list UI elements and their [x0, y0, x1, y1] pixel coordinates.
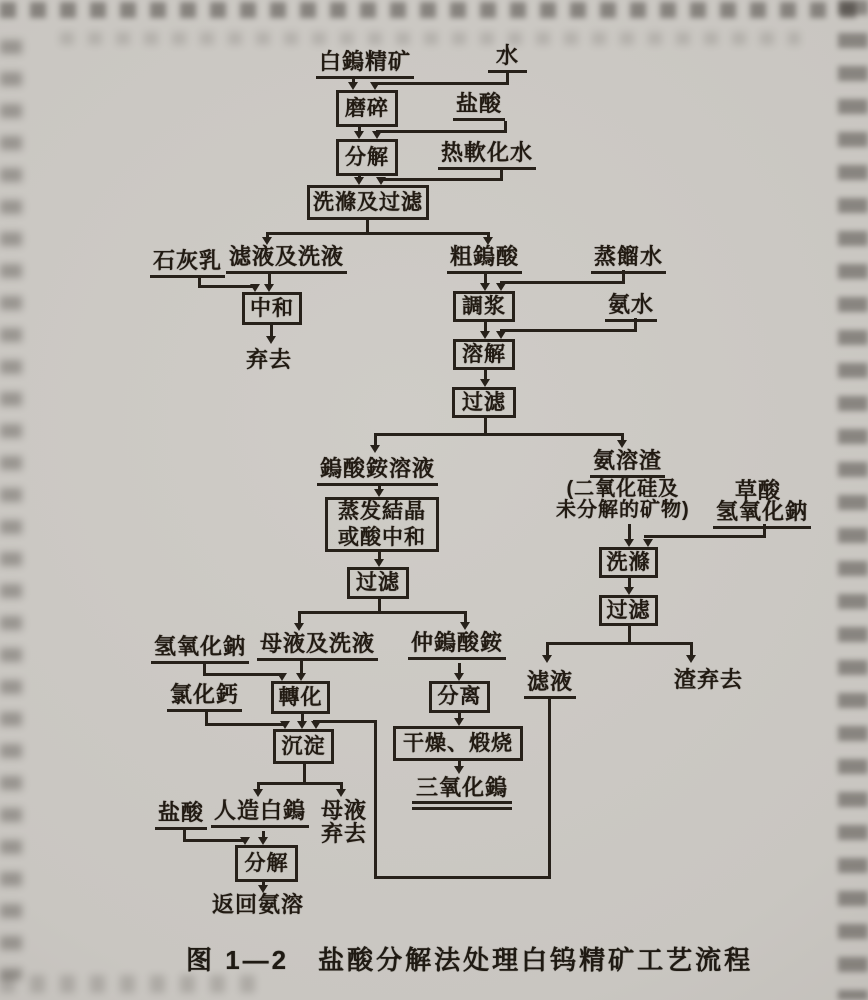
- flow-line-vertical: [203, 663, 206, 673]
- flow-arrow-down: [240, 837, 250, 845]
- label-residue-composition-line1: (二氧化硅及: [566, 478, 680, 500]
- flow-line-horizontal: [644, 535, 766, 538]
- label-mother-liquor-and-washings: 母液及洗液: [257, 632, 378, 661]
- label-distilled-water: 蒸餾水: [591, 245, 666, 274]
- label-filtrate-2: 滤液: [524, 670, 576, 699]
- step-slurrying: 調浆: [453, 291, 515, 322]
- label-sodium-hydroxide-2: 氢氧化鈉: [713, 500, 811, 529]
- flow-line-horizontal: [376, 130, 507, 133]
- bleed-through-top: [0, 2, 868, 18]
- label-hot-softened-water: 热軟化水: [438, 141, 536, 170]
- label-hydrochloric-acid-bottom: 盐酸: [155, 801, 207, 830]
- label-discard: 弃去: [246, 347, 293, 372]
- flow-arrow-down: [483, 237, 493, 245]
- flow-arrow-down: [258, 885, 268, 893]
- flow-arrow-down: [258, 837, 268, 845]
- flow-arrow-down: [496, 283, 506, 291]
- step-separation: 分离: [429, 681, 490, 713]
- flow-line-horizontal: [298, 611, 467, 614]
- label-lime-milk: 石灰乳: [150, 249, 225, 278]
- flow-arrow-down: [277, 673, 287, 681]
- flow-line-vertical: [484, 417, 487, 433]
- flow-line-vertical: [622, 270, 625, 281]
- bleed-through-left: [0, 40, 22, 980]
- flow-arrow-down: [250, 284, 260, 292]
- flow-arrow-down: [372, 131, 382, 139]
- label-mother-liquor-discard-line1: 母液: [321, 798, 368, 823]
- flow-line-vertical: [628, 626, 631, 642]
- flow-arrow-down: [370, 82, 380, 90]
- step-decomposition-2: 分解: [235, 845, 298, 882]
- label-ammonium-paratungstate: 仲鎢酸銨: [408, 631, 506, 660]
- flow-arrow-down: [253, 789, 263, 797]
- flow-arrow-down: [311, 721, 321, 729]
- flow-arrow-down: [264, 284, 274, 292]
- flow-line-vertical: [548, 698, 551, 879]
- flow-arrow-down: [454, 718, 464, 726]
- label-ammonia-leach-residue: 氨溶渣: [590, 449, 665, 478]
- label-oxalic-acid: 草酸: [735, 478, 782, 503]
- flow-arrow-down: [354, 177, 364, 185]
- step-filtration-1: 过滤: [452, 387, 516, 418]
- flow-arrow-down: [686, 655, 696, 663]
- flow-line-vertical: [303, 763, 306, 782]
- flow-arrow-down: [374, 559, 384, 567]
- flow-line-vertical: [763, 524, 766, 535]
- flow-line-horizontal: [203, 673, 282, 676]
- flow-arrow-down: [617, 440, 627, 448]
- flow-line-vertical: [205, 710, 208, 723]
- flow-arrow-down: [297, 721, 307, 729]
- flow-line-horizontal: [198, 285, 256, 288]
- flow-arrow-down: [336, 789, 346, 797]
- step-conversion: 轉化: [271, 681, 330, 714]
- flow-line-vertical: [500, 168, 503, 178]
- flow-line-vertical: [378, 598, 381, 611]
- bleed-through-bottom: [0, 975, 260, 993]
- step-decomposition: 分解: [336, 139, 398, 176]
- label-filtrate-and-washings: 滤液及洗液: [226, 245, 347, 274]
- flow-arrow-down: [370, 445, 380, 453]
- bleed-through-right: [838, 0, 868, 1000]
- step-filtration-3: 过滤: [599, 595, 658, 626]
- label-return-to-ammonia-leach: 返回氨溶: [212, 892, 305, 917]
- flow-line-horizontal: [374, 82, 509, 85]
- flow-line-horizontal: [546, 642, 693, 645]
- label-residue-composition: [556, 479, 690, 521]
- label-mother-liquor-discard-line2: 弃去: [321, 821, 368, 847]
- bleed-through-top-2: [60, 32, 800, 45]
- flow-arrow-down: [643, 539, 653, 547]
- label-ammonium-tungstate-solution: 鎢酸銨溶液: [317, 457, 438, 486]
- step-filtration-2: 过滤: [347, 567, 409, 599]
- flow-line-vertical: [634, 318, 637, 329]
- flow-line-horizontal: [374, 433, 624, 436]
- flow-line-horizontal: [257, 782, 343, 785]
- step-dissolution: 溶解: [453, 339, 515, 370]
- flow-arrow-down: [624, 539, 634, 547]
- flow-arrow-down: [354, 131, 364, 139]
- label-tungsten-trioxide: 三氧化鎢: [412, 776, 512, 810]
- figure-caption: 图 1—2 盐酸分解法处理白钨精矿工艺流程: [186, 945, 754, 975]
- step-grinding: 磨碎: [336, 90, 398, 127]
- flow-line-horizontal: [266, 232, 487, 235]
- label-crude-tungstic-acid: 粗鎢酸: [447, 245, 522, 274]
- flow-arrow-down: [374, 489, 384, 497]
- flow-arrow-down: [480, 331, 490, 339]
- flow-line-horizontal: [380, 178, 503, 181]
- flow-arrow-down: [376, 177, 386, 185]
- label-artificial-scheelite: 人造白鎢: [211, 799, 309, 828]
- flow-arrow-down: [496, 331, 506, 339]
- flow-arrow-down: [348, 82, 358, 90]
- flow-arrow-down: [480, 379, 490, 387]
- flow-line-vertical: [374, 720, 377, 879]
- label-residue-composition-line2: 未分解的矿物): [556, 499, 690, 521]
- label-scheelite-concentrate: 白鎢精矿: [316, 50, 414, 79]
- flow-arrow-down: [454, 673, 464, 681]
- flow-arrow-down: [266, 336, 276, 344]
- flow-line-horizontal: [500, 281, 625, 284]
- label-ammonia-water: 氨水: [605, 293, 657, 322]
- flow-arrow-down: [294, 623, 304, 631]
- flow-arrow-down: [480, 283, 490, 291]
- flow-line-horizontal: [500, 329, 637, 332]
- flow-arrow-down: [454, 766, 464, 774]
- step-precipitation: 沉淀: [273, 729, 334, 764]
- label-calcium-chloride: 氯化鈣: [167, 683, 242, 712]
- flow-arrow-down: [460, 622, 470, 630]
- step-neutralization: 中和: [242, 292, 302, 325]
- flow-arrow-down: [624, 587, 634, 595]
- flow-arrow-down: [262, 237, 272, 245]
- flow-arrow-down: [280, 721, 290, 729]
- flow-line-horizontal: [374, 876, 551, 879]
- flow-line-vertical: [504, 121, 507, 130]
- step-washing-filtration: 洗滌及过滤: [307, 185, 429, 220]
- flow-line-horizontal: [183, 839, 245, 842]
- step-drying-calcination: 干燥、煅烧: [393, 726, 523, 761]
- label-residue-discard: 渣弃去: [674, 667, 744, 692]
- step-washing-2: 洗滌: [599, 547, 658, 578]
- flow-arrow-down: [542, 655, 552, 663]
- flow-line-horizontal: [313, 720, 377, 723]
- step-evaporation-crystallization: 蒸发結晶 或酸中和: [325, 497, 439, 552]
- label-water: 水: [488, 44, 527, 73]
- flow-line-vertical: [183, 828, 186, 839]
- flow-line-vertical: [198, 275, 201, 285]
- label-sodium-hydroxide: 氢氧化鈉: [151, 635, 249, 664]
- flow-line-horizontal: [205, 723, 284, 726]
- flow-line-vertical: [506, 70, 509, 82]
- flow-arrow-down: [296, 673, 306, 681]
- label-hydrochloric-acid: 盐酸: [453, 92, 505, 121]
- label-mother-liquor-discard: [321, 799, 367, 845]
